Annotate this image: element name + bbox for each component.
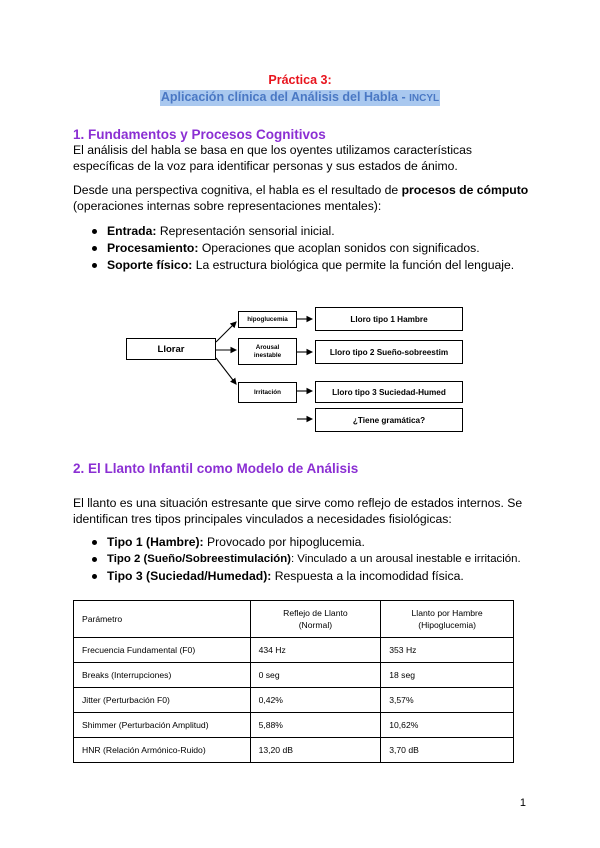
table-cell: 353 Hz — [381, 638, 514, 663]
section1-paragraph-2 — [73, 183, 533, 214]
bullet-text: Representación sensorial inicial. — [156, 224, 335, 238]
root-box: Llorar — [126, 338, 216, 360]
section2-paragraph-1: El llanto es una situación estresante que sirve como reflejo de estados internos. Se identifican tres tipos principales vinculados a necesidades fisiológicas: — [73, 496, 523, 526]
page-number: 1 — [519, 797, 526, 809]
table-cell: 0,42% — [250, 688, 381, 713]
table-cell: 13,20 dB — [250, 738, 381, 763]
table-cell: Jitter (Perturbación F0) — [74, 688, 251, 713]
crying-diagram — [120, 298, 470, 438]
para2-end: (operaciones internas sobre representaciones mentales): — [73, 198, 382, 213]
table-cell: Shimmer (Perturbación Amplitud) — [74, 713, 251, 738]
list-item — [73, 223, 543, 240]
table-cell: HNR (Relación Armónico-Ruido) — [74, 738, 251, 763]
table-row — [74, 663, 514, 688]
table-row — [74, 638, 514, 663]
document-subtitle — [160, 90, 440, 106]
table-cell: Breaks (Interrupciones) — [74, 663, 251, 688]
output-box-1: Lloro tipo 1 Hambre — [315, 307, 463, 331]
table-row — [74, 738, 514, 763]
hypoglycemia-box: hipoglucemia — [238, 311, 297, 328]
irritation-box: Irritación — [238, 382, 297, 403]
section2-bullet-list — [73, 534, 543, 585]
section1-heading: 1. Fundamentos y Procesos Cognitivos — [73, 127, 326, 142]
bullet-label: Tipo 2 (Sueño/Sobreestimulación) — [107, 553, 291, 565]
para2-bold: procesos de cómputo — [401, 183, 529, 197]
output-box-2: Lloro tipo 2 Sueño-sobreestim — [315, 340, 463, 364]
section1-paragraph-1: El análisis del habla se basa en que los oyentes utilizamos características específicas de la voz para identificar personas y sus estados de ánimo. — [73, 143, 473, 173]
output-box-3: Lloro tipo 3 Suciedad-Humed — [315, 381, 463, 403]
table-cell: 5,88% — [250, 713, 381, 738]
list-item — [73, 551, 543, 568]
column-header: Llanto por Hambre (Hipoglucemia) — [381, 601, 514, 638]
table-cell: 18 seg — [381, 663, 514, 688]
table-cell: 434 Hz — [250, 638, 381, 663]
bullet-label: Tipo 3 (Suciedad/Humedad): — [107, 569, 272, 583]
list-item — [73, 568, 543, 585]
bullet-text: La estructura biológica que permite la función del lenguaje. — [192, 258, 515, 272]
list-item — [73, 534, 543, 551]
bullet-text: Provocado por hipoglucemia. — [203, 535, 365, 549]
table-cell: 3,70 dB — [381, 738, 514, 763]
bullet-text: : Vinculado a un arousal inestable e irritación. — [290, 553, 521, 565]
bullet-label: Entrada: — [107, 224, 157, 238]
subtitle-text: Aplicación clínica del Análisis del Habla - — [160, 90, 406, 104]
table-row — [74, 713, 514, 738]
section2-heading: 2. El Llanto Infantil como Modelo de Análisis — [73, 461, 359, 476]
table-row — [74, 688, 514, 713]
bullet-label: Procesamiento: — [107, 241, 199, 255]
table-cell: 3,57% — [381, 688, 514, 713]
table-header-row — [74, 601, 514, 638]
column-header: Parámetro — [74, 601, 251, 638]
title-block — [0, 72, 600, 106]
document-title: Práctica 3: — [268, 73, 332, 87]
column-header: Reflejo de Llanto (Normal) — [250, 601, 381, 638]
bullet-text: Operaciones que acoplan sonidos con significados. — [198, 241, 480, 255]
parameters-table — [73, 600, 514, 763]
section1-bullet-list — [73, 223, 543, 274]
output-box-4: ¿Tiene gramática? — [315, 408, 463, 432]
subtitle-tag: INCYL — [409, 93, 440, 104]
table-cell: Frecuencia Fundamental (F0) — [74, 638, 251, 663]
table-cell: 10,62% — [381, 713, 514, 738]
arrow-to-irritation — [216, 358, 236, 384]
arousal-box: Arousal inestable — [238, 338, 297, 365]
bullet-text: Respuesta a la incomodidad física. — [271, 569, 464, 583]
list-item — [73, 257, 543, 274]
para2-start: Desde una perspectiva cognitiva, el habla es el resultado de — [73, 183, 402, 197]
bullet-label: Soporte físico: — [107, 258, 193, 272]
list-item — [73, 240, 543, 257]
table-cell: 0 seg — [250, 663, 381, 688]
bullet-label: Tipo 1 (Hambre): — [107, 535, 204, 549]
arrow-to-hypoglycemia — [216, 322, 236, 342]
